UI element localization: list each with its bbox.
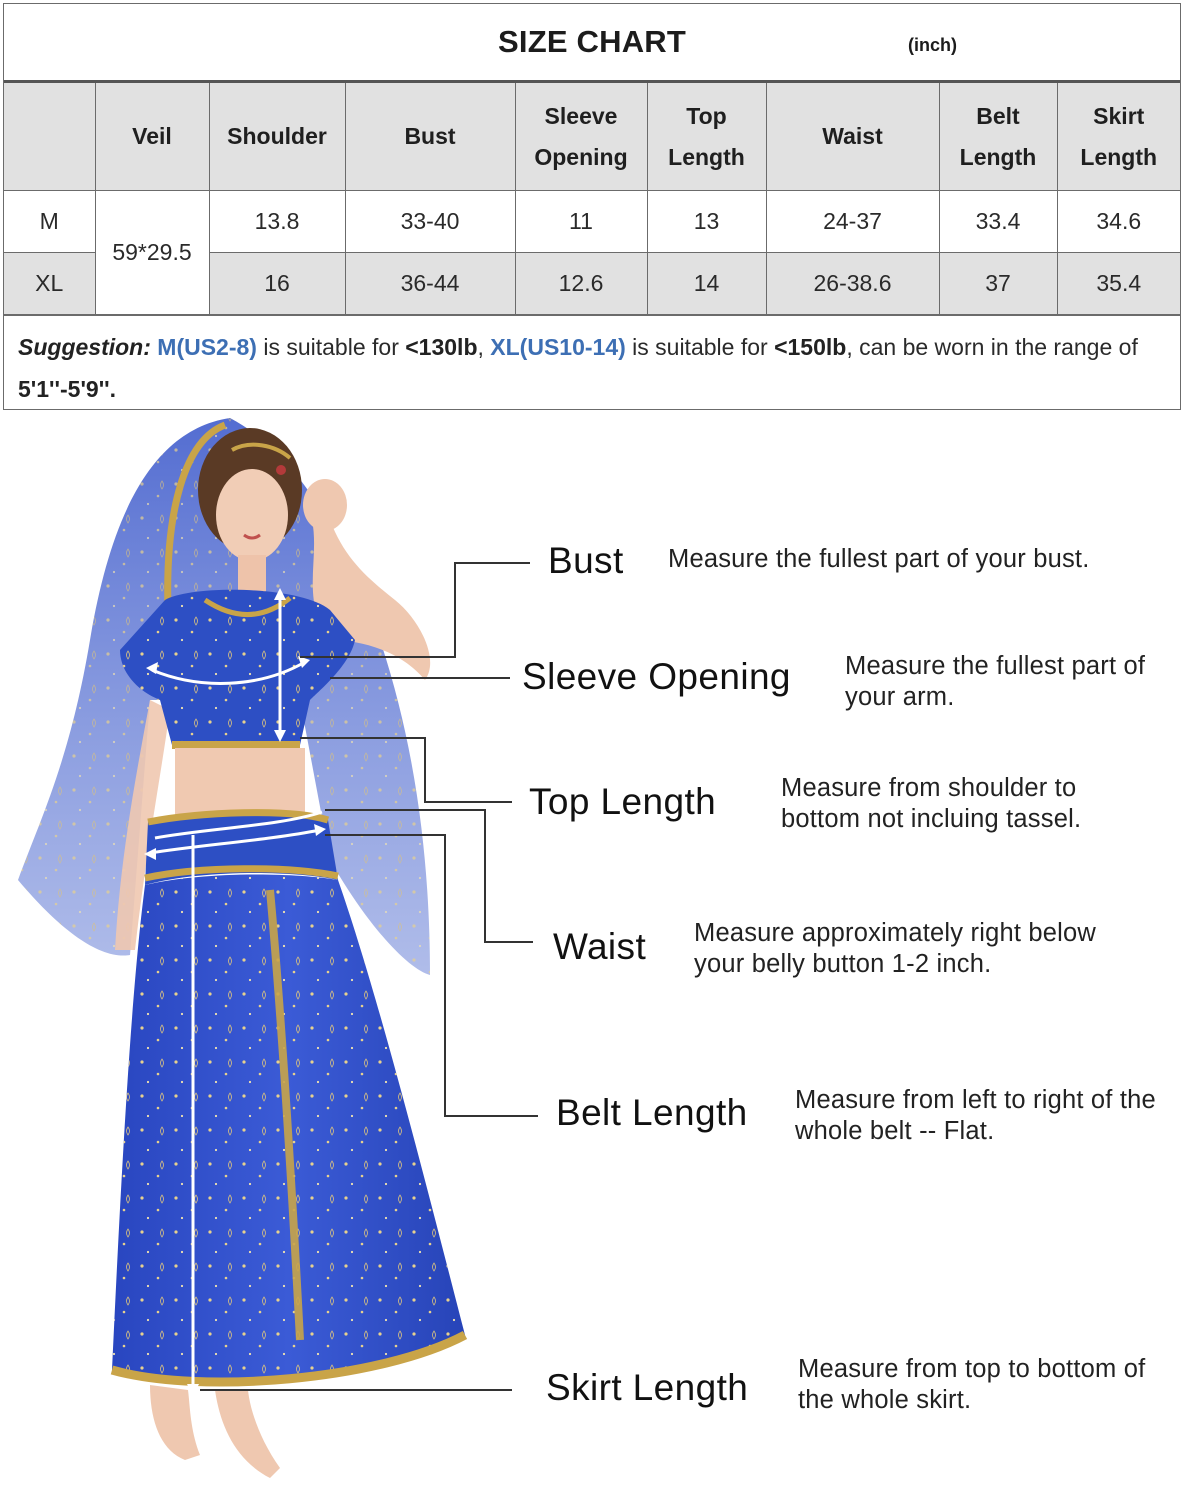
suggestion-text-1: is suitable for bbox=[256, 334, 406, 360]
cell-sleeve: 12.6 bbox=[515, 253, 647, 315]
feet bbox=[150, 1385, 280, 1478]
cell-shoulder: 13.8 bbox=[209, 191, 345, 253]
cell-shoulder: 16 bbox=[209, 253, 345, 315]
size-chart-title: SIZE CHART bbox=[498, 24, 686, 59]
size-table bbox=[4, 83, 1180, 315]
cell-belt: 33.4 bbox=[939, 191, 1057, 253]
header-shoulder: Shoulder bbox=[209, 83, 345, 191]
label-belt-length: Belt Length bbox=[556, 1092, 748, 1133]
label-sleeve-opening: Sleeve Opening bbox=[522, 656, 791, 697]
header-skirt-length: Skirt Length bbox=[1057, 83, 1180, 191]
cell-top: 14 bbox=[647, 253, 766, 315]
label-bust: Bust bbox=[548, 540, 624, 581]
header-sleeve-opening: Sleeve Opening bbox=[515, 83, 647, 191]
label-top-length: Top Length bbox=[529, 781, 717, 822]
header-top-length: Top Length bbox=[647, 83, 766, 191]
header-waist: Waist bbox=[766, 83, 939, 191]
cell-waist: 26-38.6 bbox=[766, 253, 939, 315]
midriff bbox=[175, 748, 305, 820]
costume-model-illustration bbox=[0, 412, 500, 1485]
cell-skirt: 34.6 bbox=[1057, 191, 1180, 253]
cell-sleeve: 11 bbox=[515, 191, 647, 253]
cell-bust: 36-44 bbox=[345, 253, 515, 315]
suggestion-weight-m: <130lb bbox=[405, 334, 478, 360]
header-bust: Bust bbox=[345, 83, 515, 191]
desc-top-length: Measure from shoulder to bottom not incluing tassel. bbox=[781, 774, 1082, 833]
label-skirt-length: Skirt Length bbox=[546, 1367, 749, 1408]
header-veil: Veil bbox=[95, 83, 209, 191]
desc-waist: Measure approximately right below your belly button 1-2 inch. bbox=[694, 919, 1097, 978]
suggestion-text-2: , bbox=[477, 334, 491, 360]
cell-belt: 37 bbox=[939, 253, 1057, 315]
size-chart-header bbox=[4, 4, 1180, 83]
cell-waist: 24-37 bbox=[766, 191, 939, 253]
cell-skirt: 35.4 bbox=[1057, 253, 1180, 315]
table-header-row bbox=[4, 83, 1180, 191]
label-waist: Waist bbox=[553, 926, 647, 967]
size-suggestion bbox=[4, 315, 1180, 409]
suggestion-size-m: M(US2-8) bbox=[157, 334, 257, 360]
desc-sleeve-opening: Measure the fullest part of your arm. bbox=[845, 652, 1146, 711]
desc-bust: Measure the fullest part of your bust. bbox=[668, 545, 1090, 573]
header-belt-length: Belt Length bbox=[939, 83, 1057, 191]
suggestion-height: 5'1''-5'9''. bbox=[18, 376, 117, 402]
cell-top: 13 bbox=[647, 191, 766, 253]
suggestion-text-3: is suitable for bbox=[625, 334, 775, 360]
size-chart bbox=[3, 3, 1181, 410]
suggestion-weight-xl: <150lb bbox=[774, 334, 847, 360]
cell-bust: 33-40 bbox=[345, 191, 515, 253]
header-size bbox=[4, 83, 95, 191]
face bbox=[216, 469, 288, 561]
suggestion-lead: Suggestion: bbox=[18, 334, 151, 360]
table-row-m bbox=[4, 191, 1180, 253]
cell-size: M bbox=[4, 191, 95, 253]
cell-size: XL bbox=[4, 253, 95, 315]
size-chart-unit: (inch) bbox=[908, 35, 957, 55]
desc-skirt-length: Measure from top to bottom of the whole skirt. bbox=[798, 1355, 1146, 1414]
suggestion-size-xl: XL(US10-14) bbox=[490, 334, 626, 360]
desc-belt-length: Measure from left to right of the whole belt -- Flat. bbox=[795, 1086, 1156, 1145]
cell-veil: 59*29.5 bbox=[95, 191, 209, 315]
suggestion-text-4: , can be worn in the range of bbox=[846, 334, 1138, 360]
